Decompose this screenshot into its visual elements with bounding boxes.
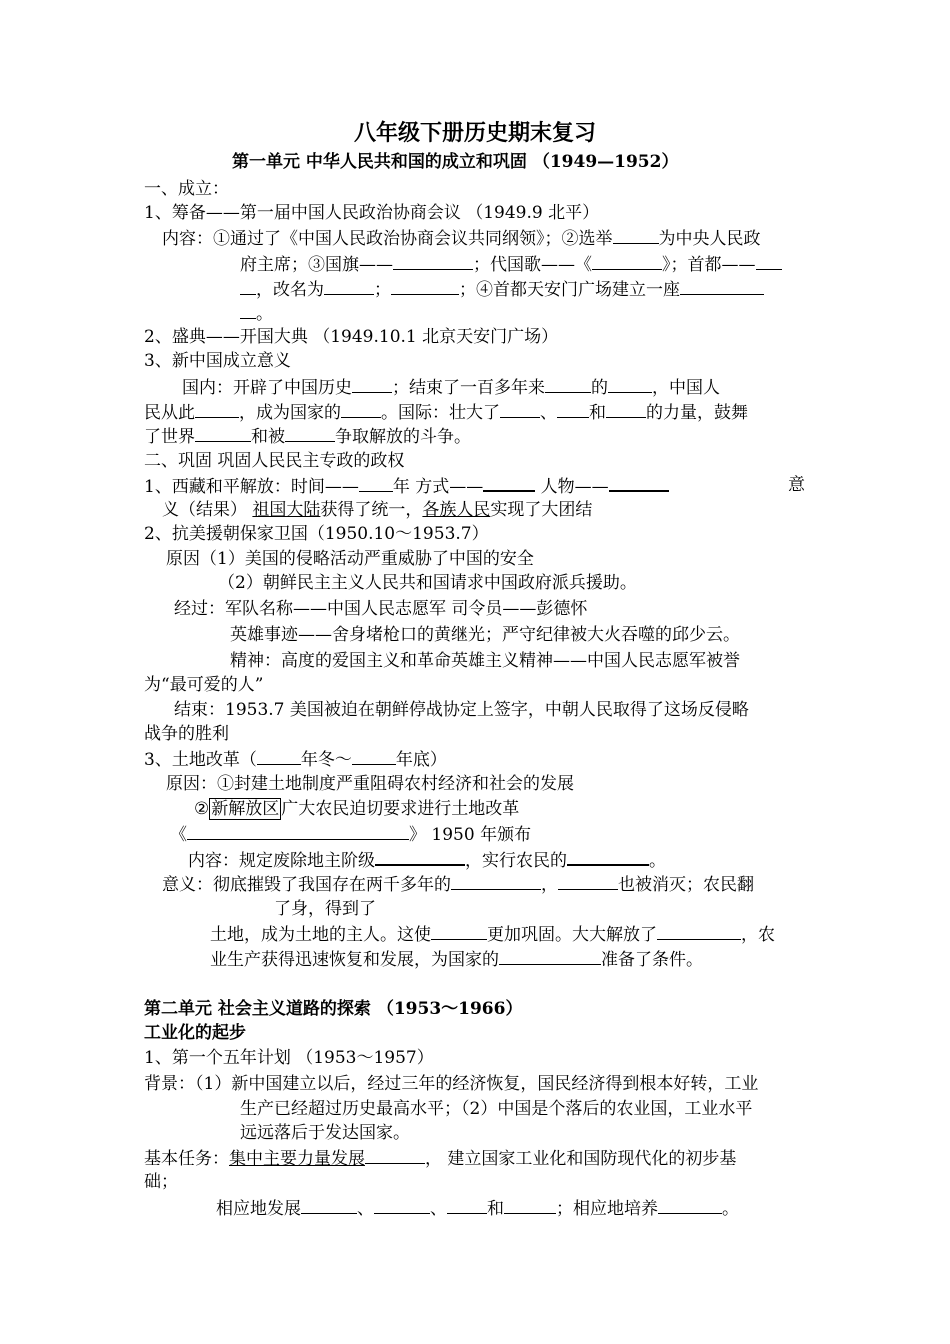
text-line: 经过：军队名称——中国人民志愿军 司令员——彭德怀 (174, 599, 588, 619)
fill-blank[interactable] (375, 848, 465, 866)
text-line: 2、盛典——开国大典 （1949.10.1 北京天安门广场） (144, 327, 559, 347)
text-span: 。国际：壮大了 (381, 403, 500, 423)
fill-blank[interactable] (756, 253, 782, 270)
text-span: 和 (487, 1199, 504, 1219)
text-line (210, 923, 775, 946)
text-span: 广大农民迫切要求进行土地改革 (281, 799, 520, 819)
text-span: 年 方式—— (392, 477, 484, 497)
fill-blank[interactable] (500, 401, 540, 418)
fill-blank[interactable] (195, 401, 239, 418)
text-span: 的 (591, 378, 608, 398)
fill-blank[interactable] (393, 253, 473, 270)
text-span: 为中央人民政 (658, 229, 761, 249)
text-line: 英雄事迹——舍身堵枪口的黄继光；严守纪律被大火吞噬的邱少云。 (230, 625, 740, 645)
text-line (170, 823, 531, 846)
text-span: 人物—— (535, 477, 609, 497)
text-line: 意 (788, 475, 805, 495)
text-line: 为“最可爱的人” (144, 675, 264, 695)
text-span: 年冬～ (300, 750, 352, 770)
fill-blank[interactable] (341, 401, 381, 418)
text-line (162, 499, 592, 521)
text-line (144, 425, 471, 448)
fill-blank[interactable] (608, 376, 652, 393)
fill-blank[interactable] (391, 278, 459, 295)
text-span: 、 (540, 403, 557, 423)
text-span: 。 (722, 1199, 739, 1219)
text-span: ② (194, 799, 210, 819)
unit2-heading: 第二单元 社会主义道路的探索 （1953～1966） (144, 999, 523, 1019)
text-span: ；结束了一百多年来 (392, 378, 545, 398)
text-line: 础； (144, 1172, 178, 1192)
text-line (188, 848, 666, 872)
fill-blank[interactable] (365, 1147, 425, 1164)
fill-blank[interactable] (240, 278, 256, 295)
page-title: 八年级下册历史期末复习 (353, 120, 596, 146)
text-span: 》；首都—— (662, 255, 756, 275)
text-span: 1、西藏和平解放：时间—— (144, 477, 359, 497)
text-line (216, 1197, 739, 1220)
boxed-text: 新解放区 (211, 799, 280, 819)
text-line: 1、第一个五年计划 （1953～1957） (144, 1048, 434, 1068)
fill-blank[interactable] (613, 227, 659, 244)
fill-blank[interactable] (609, 474, 669, 492)
text-line (144, 401, 748, 424)
text-line: 3、新中国成立意义 (144, 351, 291, 371)
text-span: 》 1950 年颁布 (409, 825, 532, 845)
text-line: 远远落后于发达国家。 (240, 1123, 410, 1143)
text-line (144, 748, 447, 771)
text-span: ， 建立国家工业化和国防现代化的初步基 (425, 1149, 737, 1169)
text-line (144, 1147, 736, 1170)
text-span: 也被消灭；农民翻 (618, 875, 754, 895)
text-span: 《 (170, 825, 187, 845)
text-span: 府主席；③国旗—— (240, 255, 393, 275)
text-line (144, 474, 669, 498)
text-line: 战争的胜利 (144, 724, 229, 744)
fill-blank[interactable] (324, 278, 374, 295)
text-line: （2）朝鲜民主主义人民共和国请求中国政府派兵援助。 (218, 573, 637, 593)
text-line: 1、筹备——第一届中国人民政治协商会议 （1949.9 北平） (144, 203, 600, 223)
fill-blank[interactable] (558, 873, 618, 890)
text-span: 年底） (395, 750, 447, 770)
fill-blank[interactable] (504, 1197, 556, 1214)
text-span: ，实行农民的 (465, 851, 567, 871)
text-line (162, 873, 754, 896)
text-line: 结束：1953.7 美国被迫在朝鲜停战协定上签字，中朝人民取得了这场反侵略 (174, 700, 749, 720)
text-span: 内容：规定废除地主阶级 (188, 851, 375, 871)
fill-blank[interactable] (657, 923, 741, 940)
text-span: 3、土地改革（ (144, 750, 257, 770)
section-heading: 二、巩固 巩固人民民主专政的政权 (144, 451, 405, 471)
text-span: 的力量，鼓舞 (646, 403, 748, 423)
fill-blank[interactable] (257, 748, 301, 765)
text-span: 、 (357, 1199, 374, 1219)
text-span: 更加巩固。大大解放了 (487, 925, 657, 945)
fill-blank[interactable] (557, 401, 589, 418)
text-line: 2、抗美援朝保家卫国（1950.10～1953.7） (144, 524, 489, 544)
text-span: ，中国人 (652, 378, 720, 398)
fill-blank[interactable] (592, 253, 662, 270)
text-line: 原因（1）美国的侵略活动严重威胁了中国的安全 (166, 549, 534, 569)
text-span: 。 (649, 851, 666, 871)
text-line (194, 798, 519, 820)
fill-blank[interactable] (680, 278, 764, 295)
text-span: 业生产获得迅速恢复和发展，为国家的 (210, 950, 499, 970)
text-span: 国内：开辟了中国历史 (182, 378, 352, 398)
section-heading: 一、成立： (144, 179, 229, 199)
text-span: 意义：彻底摧毁了我国存在两千多年的 (162, 875, 451, 895)
text-span: 基本任务： (144, 1149, 229, 1169)
text-line (182, 376, 720, 399)
text-span: ，改名为 (256, 280, 324, 300)
fill-blank[interactable] (374, 1197, 430, 1214)
fill-blank[interactable] (285, 425, 335, 442)
text-span: 土地，成为土地的主人。这使 (210, 925, 431, 945)
fill-blank[interactable] (658, 1197, 722, 1214)
fill-blank[interactable] (545, 376, 591, 393)
text-span: ，成为国家的 (239, 403, 341, 423)
text-span: ，农 (741, 925, 775, 945)
text-span: ；④首都天安门广场建立一座 (459, 280, 680, 300)
text-line: 了身，得到了 (274, 899, 376, 919)
text-span: 争取解放的斗争。 (335, 427, 471, 447)
fill-blank[interactable] (431, 923, 487, 940)
text-line: 原因：①封建土地制度严重阻碍农村经济和社会的发展 (166, 774, 574, 794)
text-line (210, 948, 703, 971)
text-span: ；相应地培养 (556, 1199, 658, 1219)
unit2-subheading: 工业化的起步 (144, 1023, 246, 1043)
fill-blank[interactable] (567, 848, 649, 866)
text-line: 生产已经超过历史最高水平；（2）中国是个落后的农业国，工业水平 (240, 1099, 753, 1119)
text-span: 和被 (251, 427, 285, 447)
fill-blank[interactable] (352, 748, 396, 765)
fill-blank[interactable] (352, 376, 392, 393)
text-span: ， (541, 875, 558, 895)
text-span: 义（结果） (162, 500, 247, 520)
fill-blank[interactable] (195, 425, 251, 442)
fill-blank[interactable] (451, 873, 541, 890)
underlined-text: 各族人民 (422, 500, 491, 520)
fill-blank[interactable] (359, 475, 393, 492)
text-span: 实现了大团结 (490, 500, 593, 520)
text-span: 准备了条件。 (601, 950, 703, 970)
text-span: 了世界 (144, 427, 195, 447)
underlined-text: 集中主要力量发展 (229, 1149, 365, 1169)
text-span: 和 (589, 403, 606, 423)
text-span: 、 (430, 1199, 447, 1219)
fill-blank[interactable] (606, 401, 646, 418)
text-line: 精神：高度的爱国主义和革命英雄主义精神——中国人民志愿军被誉 (230, 651, 740, 671)
fill-blank[interactable] (499, 948, 601, 965)
text-span: 获得了统一， (320, 500, 423, 520)
underlined-text: 祖国大陆 (252, 500, 321, 520)
text-span: 内容：①通过了《中国人民政治协商会议共同纲领》；②选举 (162, 229, 613, 249)
text-span: ；代国歌——《 (473, 255, 592, 275)
text-line (240, 278, 764, 301)
text-span: ； (374, 280, 391, 300)
fill-blank[interactable] (483, 474, 535, 492)
text-span: 相应地发展 (216, 1199, 301, 1219)
fill-blank[interactable] (240, 302, 256, 319)
text-span: 民从此 (144, 403, 195, 423)
fill-blank[interactable] (301, 1197, 357, 1214)
unit1-heading: 第一单元 中华人民共和国的成立和巩固 （1949—1952） (232, 152, 679, 172)
text-line (162, 227, 761, 250)
text-line: 背景：（1）新中国建立以后，经过三年的经济恢复，国民经济得到根本好转，工业 (144, 1074, 759, 1094)
text-span: 。 (256, 304, 273, 324)
fill-blank[interactable] (447, 1197, 487, 1214)
text-line (240, 253, 782, 276)
fill-blank[interactable] (187, 823, 409, 840)
text-line (240, 302, 273, 325)
